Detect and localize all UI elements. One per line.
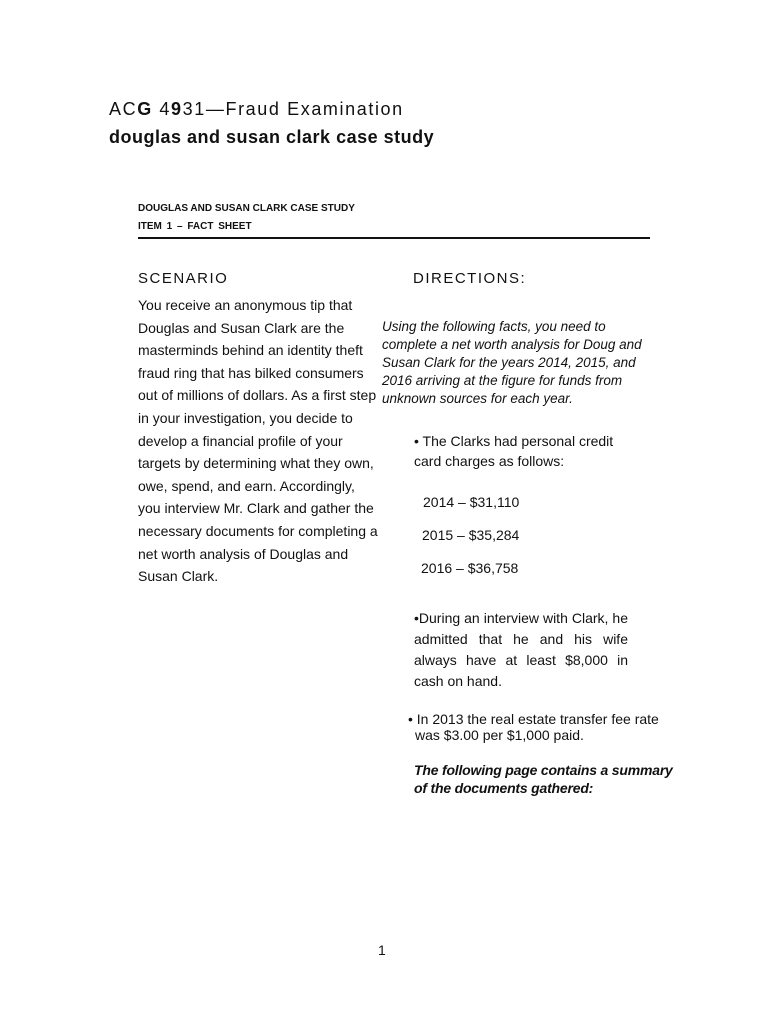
- fact-sheet-case-name: DOUGLAS AND SUSAN CLARK CASE STUDY: [138, 203, 355, 214]
- transfer-fee-line: was $3.00 per $1,000 paid.: [415, 727, 584, 743]
- credit-card-year-item: 2015 – $35,284: [422, 527, 520, 543]
- directions-heading: DIRECTIONS:: [413, 270, 527, 287]
- header-divider: [138, 237, 650, 239]
- course-title-part: 4: [152, 99, 172, 119]
- course-title-part: 31—Fraud Examination: [182, 99, 404, 119]
- course-title: [109, 99, 404, 120]
- case-title: douglas and susan clark case study: [109, 127, 435, 147]
- transfer-fee-fact: [408, 711, 668, 743]
- scenario-heading: SCENARIO: [138, 270, 229, 287]
- cash-on-hand-fact: •During an interview with Clark, he admitted that he and his wife always have at least $8,000 in cash on hand.: [414, 610, 628, 689]
- course-title-part: 9: [171, 99, 183, 119]
- credit-card-year-item: 2016 – $36,758: [421, 560, 519, 576]
- page-number: 1: [378, 942, 386, 958]
- credit-card-year-item: 2014 – $31,110: [423, 494, 520, 510]
- fact-sheet-header: [138, 201, 650, 239]
- closing-note: The following page contains a summary of the documents gathered:: [414, 762, 673, 796]
- transfer-fee-line: • In 2013 the real estate transfer fee rate: [408, 711, 659, 727]
- course-title-part: G: [137, 99, 153, 119]
- fact-sheet-item-label: ITEM 1 – FACT SHEET: [138, 221, 252, 232]
- course-title-part: AC: [109, 99, 138, 119]
- scenario-body: You receive an anonymous tip that Douglas and Susan Clark are the masterminds behind an identity theft fraud ring that has bilked consumers out of millions of dollars. As a first step in your investigation, you decide to develop a financial profile of your targets by determining what they own, owe, spend, and earn. Accordingly, you interview Mr. Clark and gather the necessary documents for completing a net worth analysis of Douglas and Susan Clark.: [138, 297, 378, 585]
- directions-body: Using the following facts, you need to complete a net worth analysis for Doug and Susan Clark for the years 2014, 2015, and 2016 arriving at the figure for funds from unknown sources for each year.: [382, 319, 642, 406]
- credit-card-fact: • The Clarks had personal credit card charges as follows:: [414, 433, 614, 469]
